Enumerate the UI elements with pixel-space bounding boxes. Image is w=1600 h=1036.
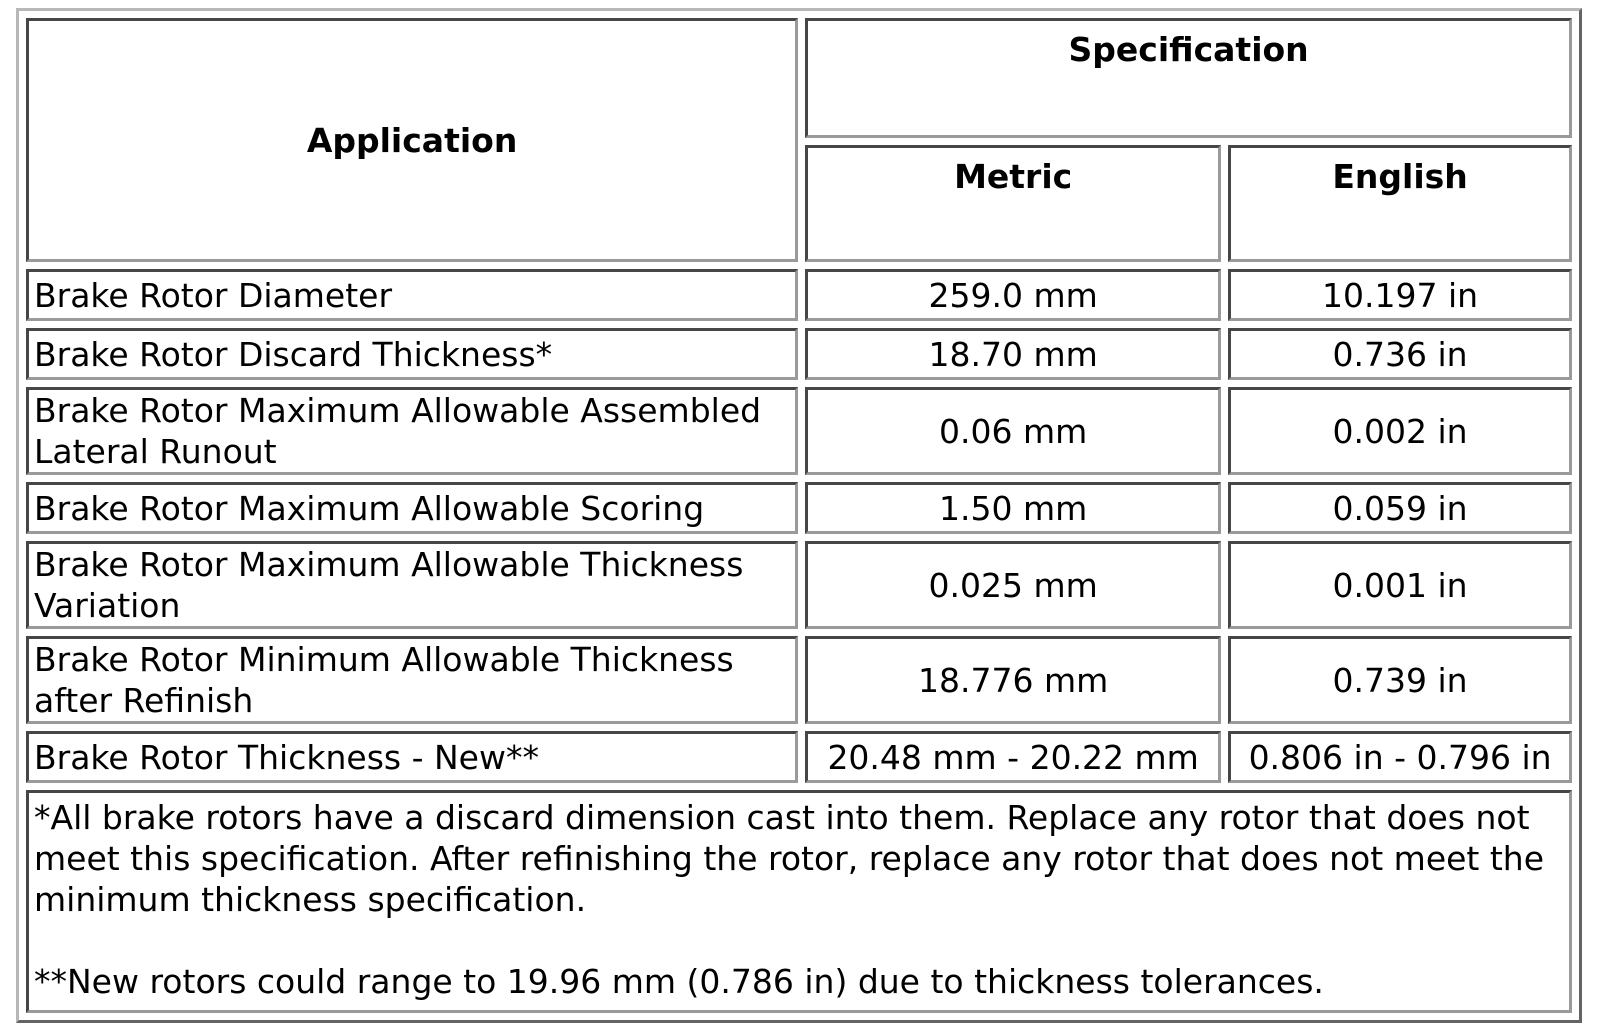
table-row: [26, 482, 1572, 534]
notes-row: [26, 790, 1572, 1013]
row-metric-value: 1.50 mm: [805, 482, 1221, 534]
row-english-value: 0.059 in: [1228, 482, 1572, 534]
row-application: Brake Rotor Maximum Allowable Assembled Lateral Runout: [26, 387, 798, 475]
row-english-value: 0.806 in - 0.796 in: [1228, 731, 1572, 783]
row-metric-value: 18.776 mm: [805, 636, 1221, 724]
notes-cell: [26, 790, 1572, 1013]
row-application: Brake Rotor Maximum Allowable Thickness Variation: [26, 541, 798, 629]
row-english-value: 0.736 in: [1228, 328, 1572, 380]
row-metric-value: 20.48 mm - 20.22 mm: [805, 731, 1221, 783]
row-english-value: 0.002 in: [1228, 387, 1572, 475]
table-row: [26, 636, 1572, 724]
row-application: Brake Rotor Thickness - New**: [26, 731, 798, 783]
row-metric-value: 259.0 mm: [805, 269, 1221, 321]
row-metric-value: 18.70 mm: [805, 328, 1221, 380]
row-application: Brake Rotor Minimum Allowable Thickness after Refinish: [26, 636, 798, 724]
brake-rotor-specification-table: [16, 8, 1582, 1023]
row-application: Brake Rotor Diameter: [26, 269, 798, 321]
row-application: Brake Rotor Maximum Allowable Scoring: [26, 482, 798, 534]
row-metric-value: 0.025 mm: [805, 541, 1221, 629]
header-english: English: [1228, 145, 1572, 262]
row-english-value: 10.197 in: [1228, 269, 1572, 321]
header-metric: Metric: [805, 145, 1221, 262]
table-row: [26, 731, 1572, 783]
table-row: [26, 328, 1572, 380]
table-row: [26, 541, 1572, 629]
row-application: Brake Rotor Discard Thickness*: [26, 328, 798, 380]
note-spacer: [34, 920, 1564, 961]
table-row: [26, 269, 1572, 321]
note-new-rotor-range: **New rotors could range to 19.96 mm (0.786 in) due to thickness tolerances.: [34, 962, 1324, 1001]
row-english-value: 0.739 in: [1228, 636, 1572, 724]
row-metric-value: 0.06 mm: [805, 387, 1221, 475]
header-specification: Specification: [805, 18, 1572, 138]
row-english-value: 0.001 in: [1228, 541, 1572, 629]
header-application: Application: [26, 18, 798, 262]
table-row: [26, 387, 1572, 475]
note-discard-dimension: *All brake rotors have a discard dimension cast into them. Replace any rotor that does not meet this specification. After refinishing the rotor, replace any rotor that does not meet the minimum thickness specification.: [34, 798, 1545, 919]
